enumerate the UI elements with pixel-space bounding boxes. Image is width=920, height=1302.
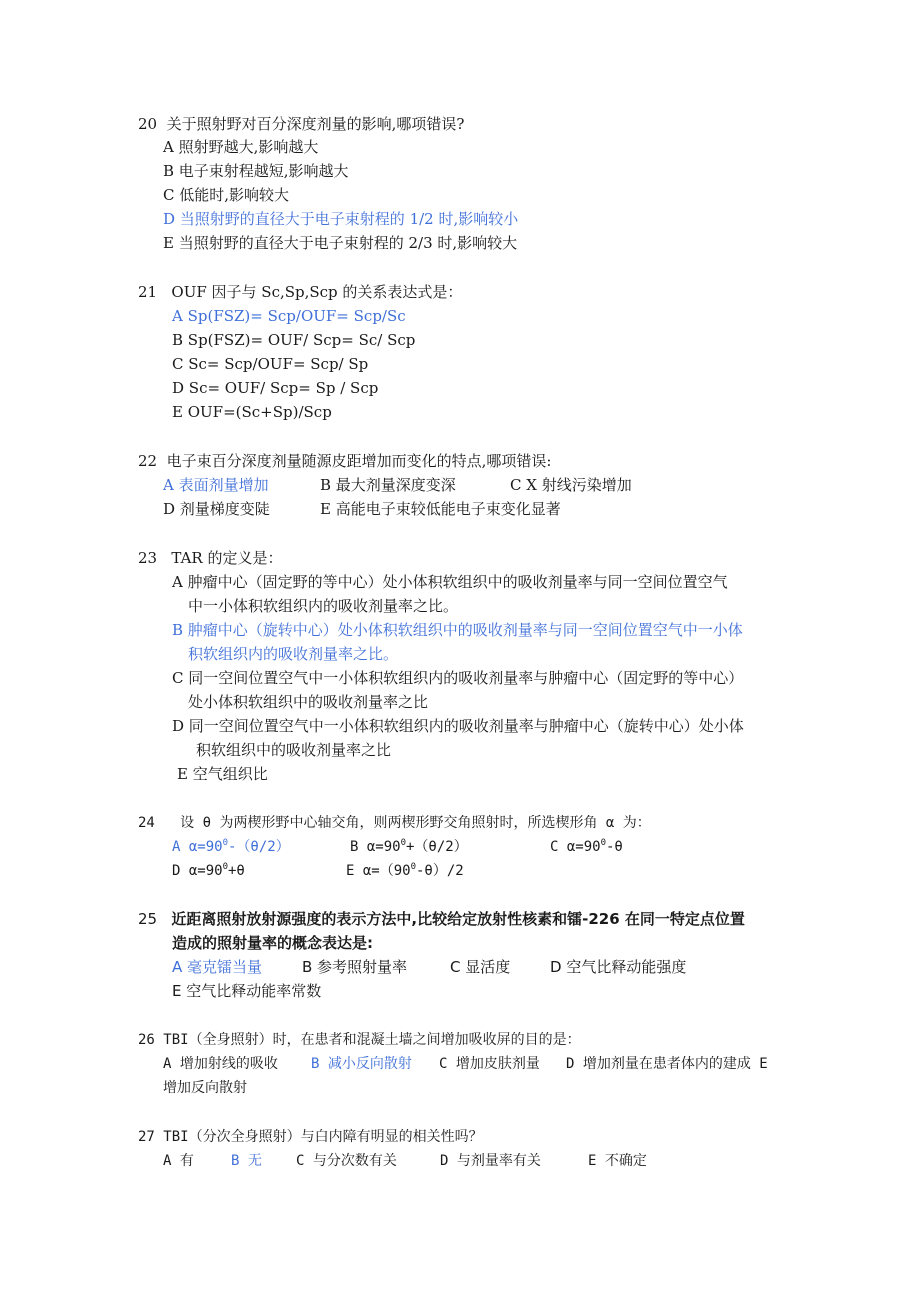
option-line: C Sc= Scp/OUF= Scp/ Sp: [172, 355, 369, 373]
option-line-cont: 处小体积软组织中的吸收剂量率之比: [188, 693, 429, 711]
question-26-stem: [138, 1030, 581, 1050]
option: C $\alpha=90^0-\theta$: [550, 838, 623, 855]
option: E 空气比释动能率常数: [172, 982, 322, 1000]
question-text: TAR 的定义是：: [171, 549, 283, 567]
question-text: 近距离照射放射源强度的表示方法中,比较给定放射性核素和镭-226 在同一特定点位置: [171, 910, 745, 928]
option-line: B Sp(FSZ)= OUF/ Scp= Sc/ Scp: [172, 331, 416, 349]
question-23-stem: [138, 548, 283, 568]
option: D 空气比释动能强度: [550, 958, 687, 976]
option: D $\alpha=90^0+\theta$: [172, 862, 245, 879]
option: E 高能电子束较低能电子束变化显著: [320, 500, 561, 518]
option-line-cont: 中一小体积软组织内的吸收剂量率之比。: [188, 597, 459, 615]
option-answer: A 毫克镭当量: [172, 958, 263, 976]
option: C 增加皮肤剂量: [439, 1056, 540, 1072]
option: D 增加剂量在患者体内的建成 E: [566, 1056, 768, 1072]
option-line: B 电子束射程越短,影响越大: [163, 162, 349, 180]
option-line: A 肿瘤中心（固定野的等中心）处小体积软组织中的吸收剂量率与同一空间位置空气: [172, 573, 728, 591]
question-number: 27: [138, 1129, 155, 1145]
question-number: 23: [138, 549, 158, 567]
option-answer: B 无: [231, 1153, 262, 1169]
question-22-stem: [138, 451, 551, 471]
option-line-answer-cont: 积软组织内的吸收剂量率之比。: [188, 645, 399, 663]
option: D 剂量梯度变陡: [163, 500, 270, 518]
option: E 不确定: [588, 1153, 647, 1169]
question-text: 电子束百分深度剂量随源皮距增加而变化的特点,哪项错误:: [166, 452, 552, 470]
option: A 有: [163, 1153, 194, 1169]
option-line: E OUF=(Sc+Sp)/Scp: [172, 403, 332, 421]
option-answer: A $\alpha=90^0-(\theta/2)$: [172, 838, 290, 855]
option-line-answer: B 肿瘤中心（旋转中心）处小体积软组织中的吸收剂量率与同一空间位置空气中一小体: [172, 621, 743, 639]
option: C X 射线污染增加: [510, 476, 632, 494]
question-text: 关于照射野对百分深度剂量的影响,哪项错误?: [166, 115, 465, 133]
option-line: C 同一空间位置空气中一小体积软组织内的吸收剂量率与肿瘤中心（固定野的等中心）: [172, 669, 744, 687]
option-line: E 当照射野的直径大于电子束射程的 2/3 时,影响较大: [163, 234, 518, 252]
option-answer: A 表面剂量增加: [163, 476, 269, 494]
question-21-stem: [138, 282, 462, 302]
option-line-cont: 积软组织中的吸收剂量率之比: [196, 741, 392, 759]
option: B 参考照射量率: [302, 958, 408, 976]
option: D 与剂量率有关: [440, 1153, 541, 1169]
question-text: 设 θ 为两楔形野中心轴交角，则两楔形野交角照射时，所选楔形角 α 为：: [180, 815, 651, 831]
question-number: 26: [138, 1032, 155, 1048]
option: E $\alpha=(90^0-\theta)/2$: [346, 862, 464, 879]
question-24-stem: [138, 813, 651, 833]
question-text: OUF 因子与 Sc,Sp,Scp 的关系表达式是：: [171, 283, 463, 301]
question-25-stem-cont: 造成的照射量率的概念表达是:: [172, 934, 373, 952]
option: B $\alpha=90^0+(\theta/2)$: [350, 838, 468, 855]
option-line-answer: D 当照射野的直径大于电子束射程的 1/2 时,影响较小: [163, 210, 519, 228]
option: C 与分次数有关: [296, 1153, 397, 1169]
question-number: 22: [138, 452, 158, 470]
option: B 最大剂量深度变深: [320, 476, 456, 494]
question-text: TBI（分次全身照射）与白内障有明显的相关性吗？: [163, 1129, 483, 1145]
option-line: E 空气组织比: [177, 765, 268, 783]
option-answer: B 减小反向散射: [311, 1056, 412, 1072]
option-line: D 同一空间位置空气中一小体积软组织内的吸收剂量率与肿瘤中心（旋转中心）处小体: [172, 717, 744, 735]
question-text: TBI（全身照射）时，在患者和混凝土墙之间增加吸收屏的目的是：: [163, 1032, 581, 1048]
option: A 增加射线的吸收: [163, 1056, 278, 1072]
question-number: 21: [138, 283, 158, 301]
question-25-stem: [138, 909, 745, 929]
question-number: 20: [138, 115, 158, 133]
option-line: A 照射野越大,影响越大: [163, 138, 319, 156]
question-27-stem: [138, 1127, 483, 1147]
option-line: C 低能时,影响较大: [163, 186, 290, 204]
option-cont: 增加反向散射: [163, 1080, 247, 1096]
option-line: D Sc= OUF/ Scp= Sp / Scp: [172, 379, 379, 397]
option: C 显活度: [450, 958, 511, 976]
question-20-stem: [138, 114, 464, 134]
option-line-answer: A Sp(FSZ)= Scp/OUF= Scp/Sc: [172, 307, 406, 325]
question-number: 25: [138, 910, 158, 928]
question-number: 24: [138, 815, 155, 831]
